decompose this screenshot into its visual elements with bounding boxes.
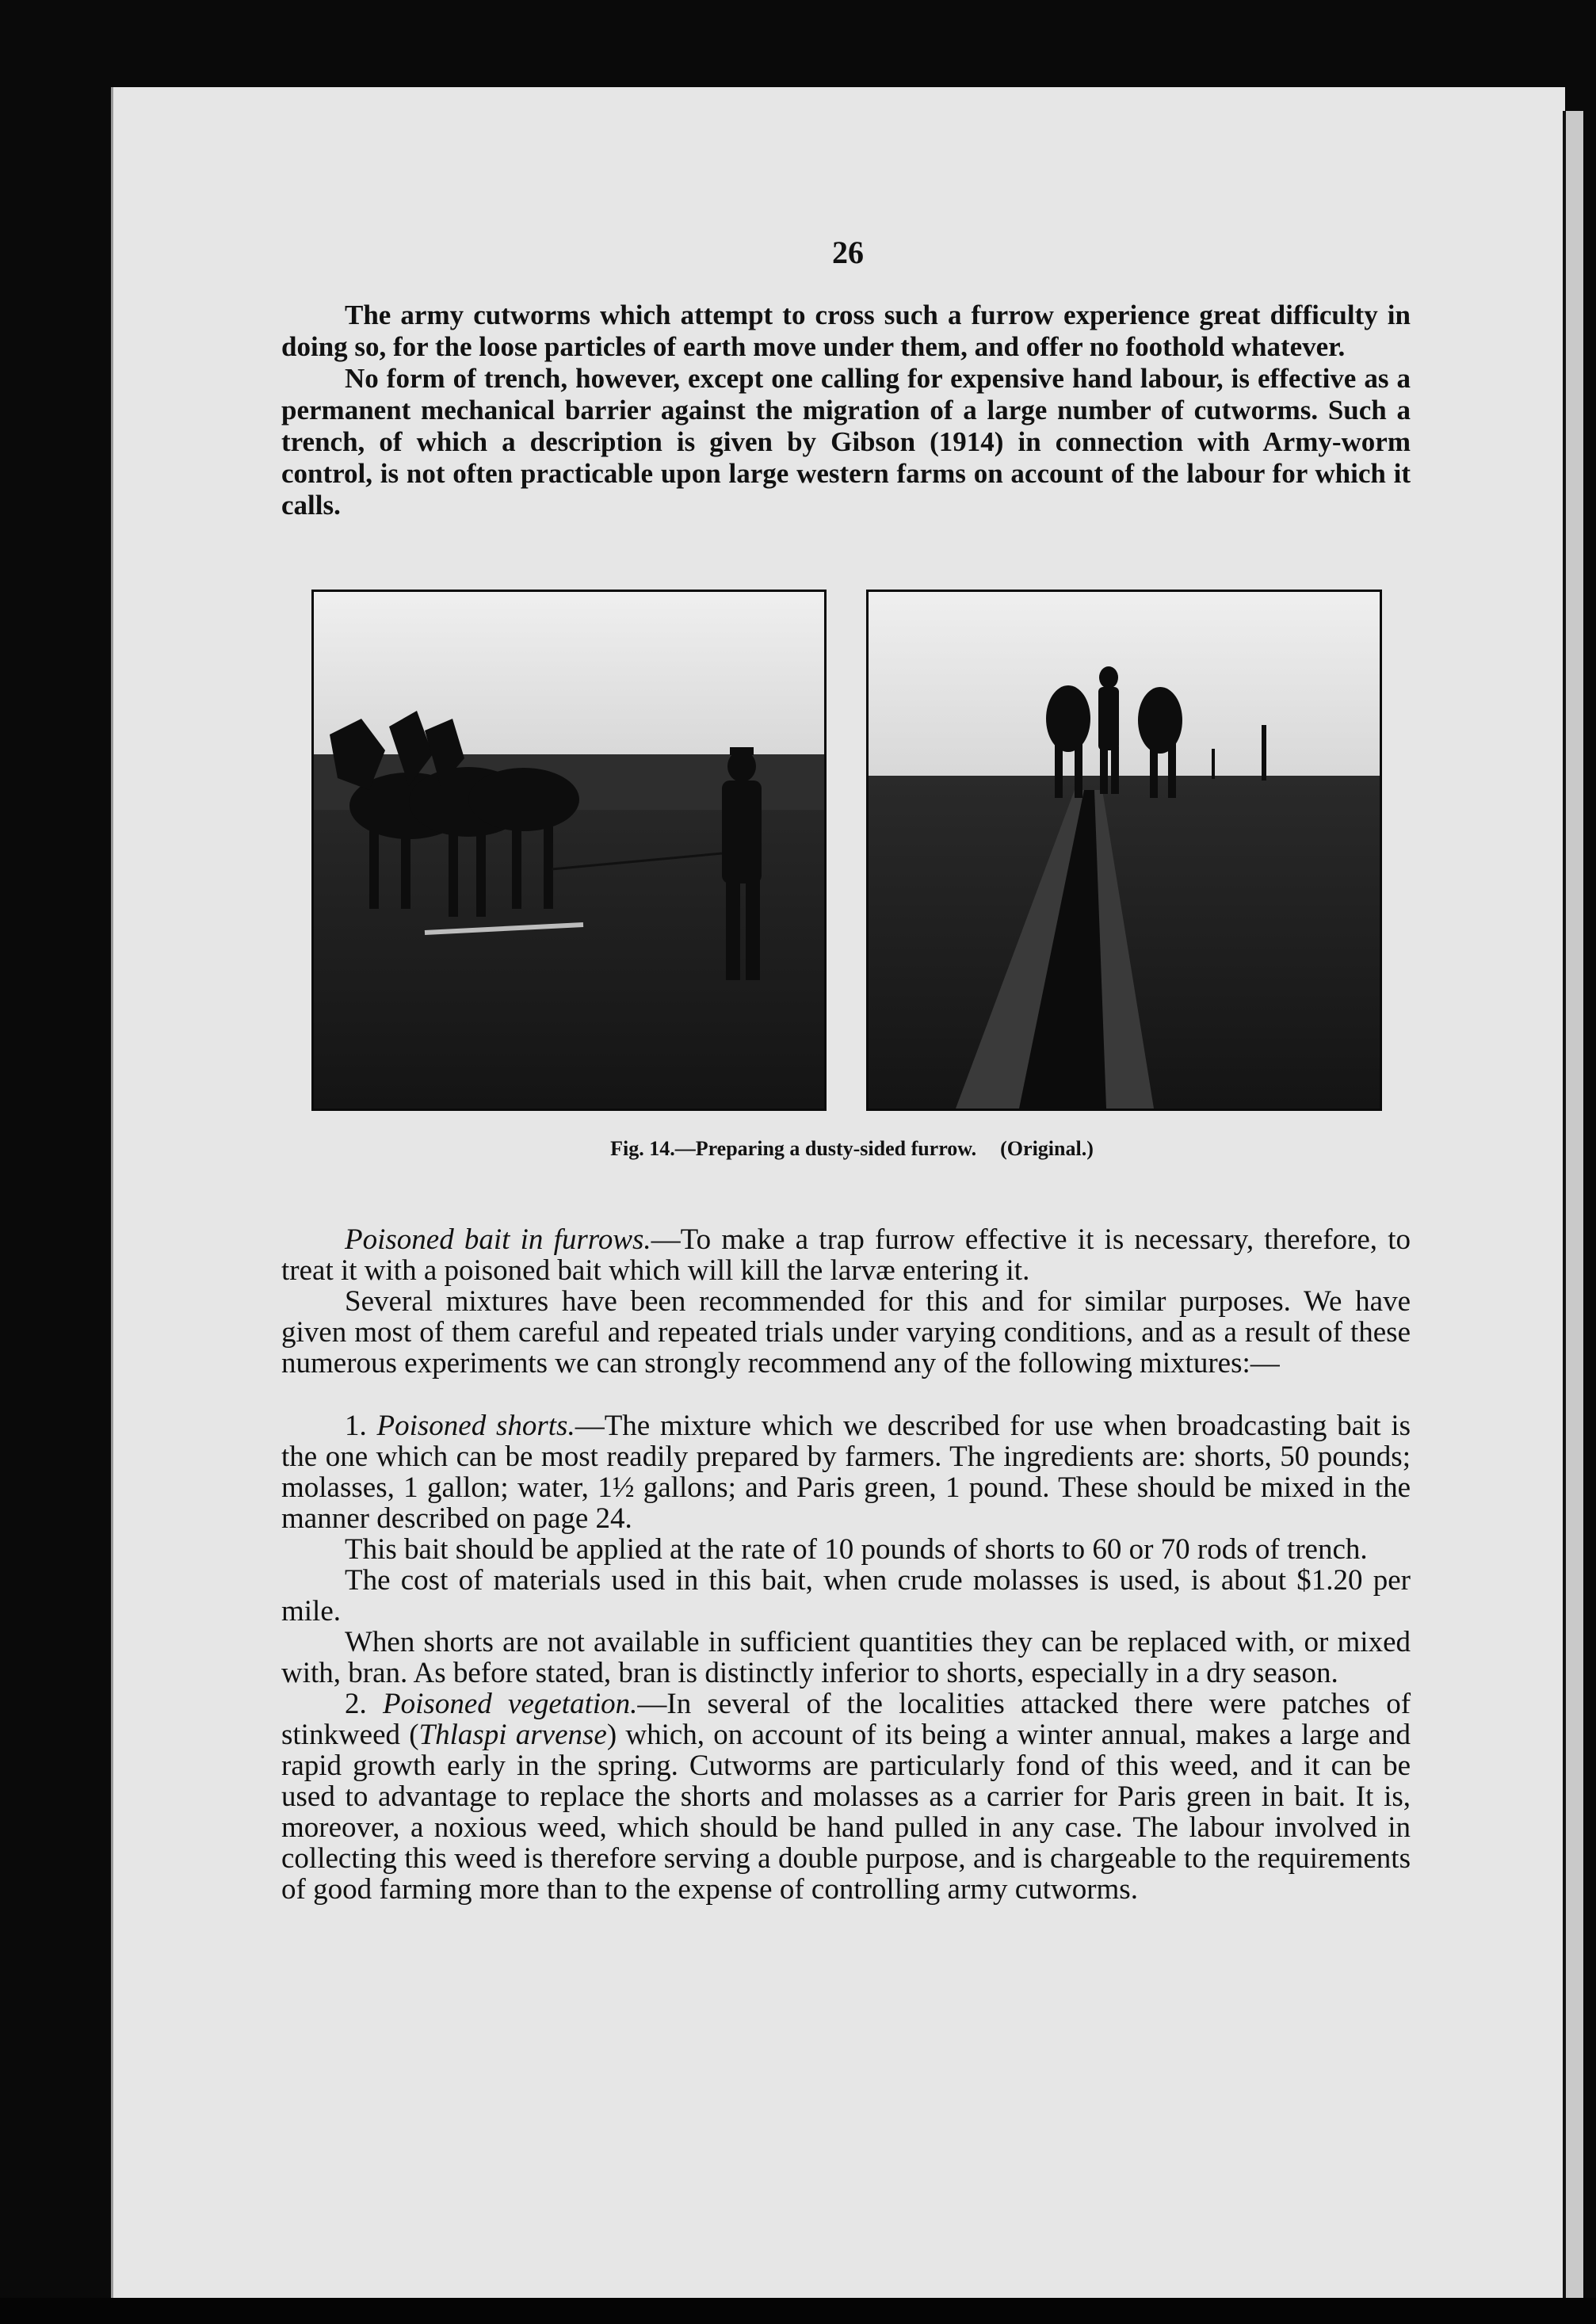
page-number: 26 <box>832 235 864 270</box>
paragraph-poisoned-bait: Poisoned bait in furrows.—To make a trap furrow effective it is necessary, therefore, to treat it with a poisoned bait which will kill the larvæ entering it. <box>281 1223 1411 1287</box>
caption-text: Fig. 14.—Preparing a dusty-sided furrow. <box>610 1137 977 1160</box>
subheading-poisoned-bait: Poisoned bait in furrows. <box>345 1223 651 1256</box>
paragraph-furrow-difficulty: The army cutworms which attempt to cross such a furrow experience great difficulty in doing so, for the loose particles of earth move under them, and offer no foothold whatever. <box>281 300 1411 362</box>
paragraph-poisoned-vegetation: 2. Poisoned vegetation.—In several of the localities attacked there were patches of stinkweed (Thlaspi arvense) which, on account of its being a winter annual, makes a large and rapid growth early in the spring. Cutworms are particularly fond of this weed, and it can be used to advantage to replace the shorts and molasses as a carrier for Paris green in bait. It is, moreover, a noxious weed, which should be hand pulled in any case. The labour involved in collecting this weed is therefore serving a double purpose, and is chargeable to the requirements of good farming more than to the expense of controlling army cutworms. <box>281 1688 1411 1906</box>
subheading-poisoned-vegetation: Poisoned vegetation. <box>383 1688 638 1720</box>
intro-text <box>281 300 1411 521</box>
subheading-poisoned-shorts: Poisoned shorts. <box>376 1410 575 1442</box>
paragraph-poisoned-shorts: 1. Poisoned shorts.—The mixture which we described for use when broadcasting bait is the one which can be most readily prepared by farmers. The ingredients are: shorts, 50 pounds; molasses, 1 gallon; water, 1½ gallons; and Paris green, 1 pound. These should be mixed in the manner described on page 24. <box>281 1410 1411 1535</box>
horses-and-farmer-illustration <box>314 592 824 1109</box>
furrow-and-horses-illustration <box>869 592 1380 1109</box>
scan-border <box>0 2298 1596 2324</box>
main-text <box>281 1224 1411 1905</box>
next-page-edge <box>1563 111 1583 2324</box>
figure-caption <box>317 1137 1387 1161</box>
paragraph-bran: When shorts are not available in sufficient quantities they can be replaced with, or mixed with, bran. As before stated, bran is distinctly inferior to shorts, especially in a dry season. <box>281 1626 1411 1689</box>
paragraph-trench: No form of trench, however, except one calling for expensive hand labour, is effective as a permanent mechanical barrier against the migration of a large number of cutworms. Such a trench, of which a description is given by Gibson (1914) in connection with Army-worm control, is not often practicable upon large western farms on account of the labour for which it calls. <box>281 363 1411 521</box>
caption-note: (Original.) <box>1000 1137 1094 1160</box>
species-name: Thlaspi arvense <box>418 1719 607 1751</box>
paragraph-rate: This bait should be applied at the rate of 10 pounds of shorts to 60 or 70 rods of trench. <box>345 1533 1368 1566</box>
paragraph-cost: The cost of materials used in this bait, when crude molasses is used, is about $1.20 per mile. <box>281 1564 1411 1628</box>
photo-furrow <box>866 590 1382 1111</box>
photo-ploughing <box>311 590 827 1111</box>
paragraph-mixtures-intro: Several mixtures have been recommended for this and for similar purposes. We have given most of them careful and repeated trials under varying conditions, and as a result of these numerous experiments we can strongly recommend any of the following mixtures:— <box>281 1285 1411 1380</box>
